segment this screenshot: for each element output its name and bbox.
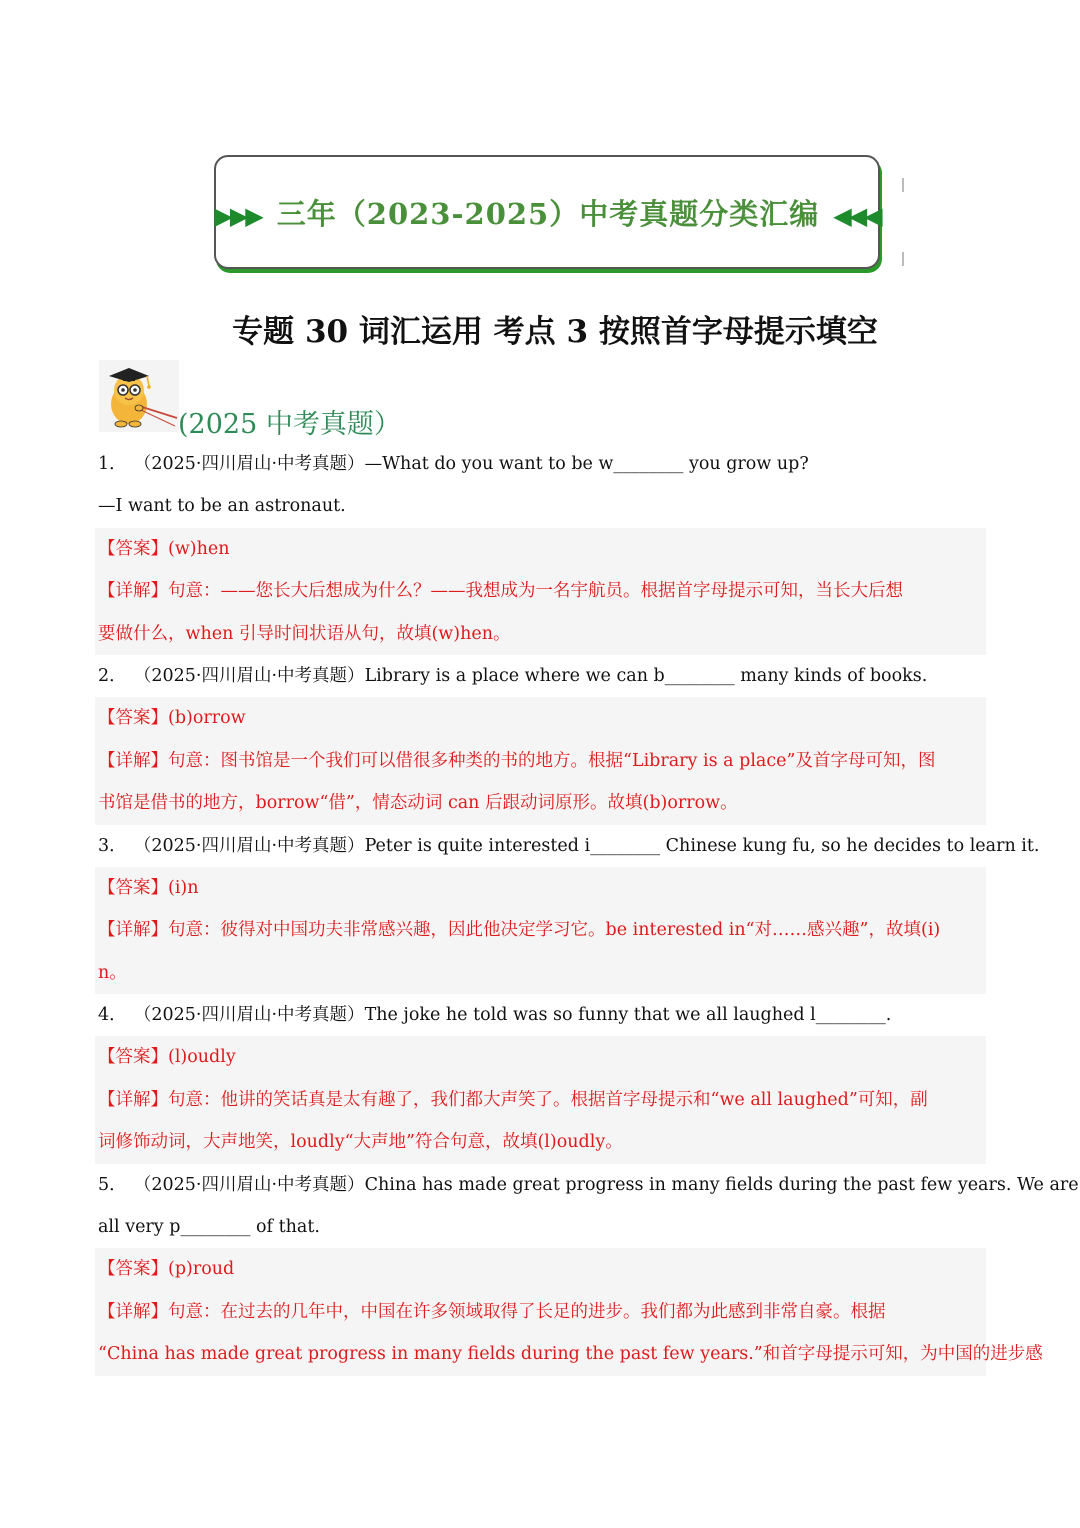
question-stem — [98, 443, 986, 485]
question-stem-continued: all very p________ of that. — [98, 1217, 320, 1238]
section-heading: (2025 中考真题） — [178, 409, 401, 440]
question-number: 4． — [98, 1005, 127, 1026]
question-list — [98, 443, 1079, 1376]
answer-line — [98, 1036, 986, 1078]
triple-arrow-left-icon: ◀◀◀ — [833, 200, 880, 230]
explanation-text: “China has made great progress in many fields during the past few years.”和首字母提示可知，为中国的进步感 — [98, 1344, 1043, 1365]
explanation-text: 要做什么，when 引导时间状语从句，故填(w)hen。 — [98, 623, 511, 644]
page-title: 专题 30 词汇运用 考点 3 按照首字母提示填空 — [232, 314, 878, 350]
answer-line — [98, 697, 986, 739]
answer-value: (i)n — [168, 877, 199, 898]
question-text: Library is a place where we can b________ many kinds of books. — [364, 665, 928, 686]
answer-block — [95, 867, 986, 994]
scholar-mascot-icon — [99, 360, 179, 432]
title-banner — [214, 155, 880, 269]
answer-label: 【答案】 — [98, 708, 168, 729]
question-stem — [98, 655, 986, 697]
explanation-label: 【详解】 — [98, 1301, 168, 1322]
explanation-label: 【详解】 — [98, 1089, 168, 1110]
question-source: （2025·四川眉山·中考真题） — [142, 454, 365, 474]
explanation-text: 句意：在过去的几年中，中国在许多领域取得了长足的进步。我们都为此感到非常自豪。根据 — [168, 1301, 886, 1322]
explanation-text: 书馆是借书的地方，borrow“借”，情态动词 can 后跟动词原形。故填(b)orrow。 — [98, 793, 738, 814]
question-source: （2025·四川眉山·中考真题） — [142, 665, 365, 686]
question-source: （2025·四川眉山·中考真题） — [142, 1174, 365, 1195]
question-source: （2025·四川眉山·中考真题） — [142, 835, 365, 856]
question-stem — [98, 1164, 1079, 1206]
answer-label: 【答案】 — [98, 1047, 168, 1068]
answer-value: (w)hen — [168, 538, 230, 559]
answer-block — [95, 528, 986, 655]
answer-line — [98, 528, 986, 570]
question-text: —What do you want to be w________ you grow up? — [364, 454, 809, 474]
answer-value: (l)oudly — [168, 1047, 236, 1068]
question-stem-continued: —I want to be an astronaut. — [98, 496, 346, 517]
explanation-line — [98, 570, 986, 612]
explanation-text: 句意：彼得对中国功夫非常感兴趣，因此他决定学习它。be interested in“对……感兴趣”，故填(i) — [168, 920, 941, 941]
question-number: 2． — [98, 665, 127, 686]
explanation-line — [98, 1079, 986, 1121]
explanation-line — [98, 740, 986, 782]
explanation-label: 【详解】 — [98, 581, 168, 602]
banner-title: 三年（2023-2025）中考真题分类汇编 — [276, 196, 820, 231]
question-number: 3． — [98, 835, 127, 856]
explanation-text: 词修饰动词，大声地笑，loudly“大声地”符合句意，故填(l)oudly。 — [98, 1132, 623, 1153]
banner-text-row — [214, 192, 879, 233]
question-source: （2025·四川眉山·中考真题） — [142, 1005, 365, 1026]
explanation-text: n。 — [98, 962, 127, 983]
answer-line — [98, 867, 986, 909]
margin-mark — [902, 252, 904, 266]
answer-value: (p)roud — [168, 1259, 235, 1280]
question-text: Peter is quite interested i________ Chinese kung fu, so he decides to learn it. — [364, 835, 1040, 856]
answer-label: 【答案】 — [98, 877, 168, 898]
question-stem — [98, 994, 986, 1036]
question-number: 5． — [98, 1174, 127, 1195]
answer-block — [95, 1036, 986, 1163]
explanation-label: 【详解】 — [98, 920, 168, 941]
margin-mark — [902, 178, 904, 192]
explanation-text: 句意：——您长大后想成为什么？——我想成为一名宇航员。根据首字母提示可知，当长大后想 — [168, 581, 903, 602]
answer-block — [95, 697, 986, 824]
explanation-text: 句意：图书馆是一个我们可以借很多种类的书的地方。根据“Library is a place”及首字母可知，图 — [168, 750, 936, 771]
question-stem — [98, 825, 1040, 867]
question-text: China has made great progress in many fields during the past few years. We are — [364, 1174, 1079, 1195]
answer-label: 【答案】 — [98, 1259, 168, 1280]
question-number: 1． — [98, 454, 127, 474]
answer-value: (b)orrow — [168, 708, 246, 729]
explanation-label: 【详解】 — [98, 750, 168, 771]
explanation-text: 句意：他讲的笑话真是太有趣了，我们都大声笑了。根据首字母提示和“we all laughed”可知，副 — [168, 1089, 928, 1110]
explanation-line — [98, 909, 986, 951]
question-text: The joke he told was so funny that we all laughed l________. — [364, 1005, 892, 1026]
answer-block — [95, 1248, 1043, 1375]
triple-arrow-right-icon: ▶▶▶ — [214, 200, 261, 230]
explanation-line — [98, 1291, 986, 1333]
answer-label: 【答案】 — [98, 538, 168, 559]
answer-line — [98, 1248, 986, 1290]
